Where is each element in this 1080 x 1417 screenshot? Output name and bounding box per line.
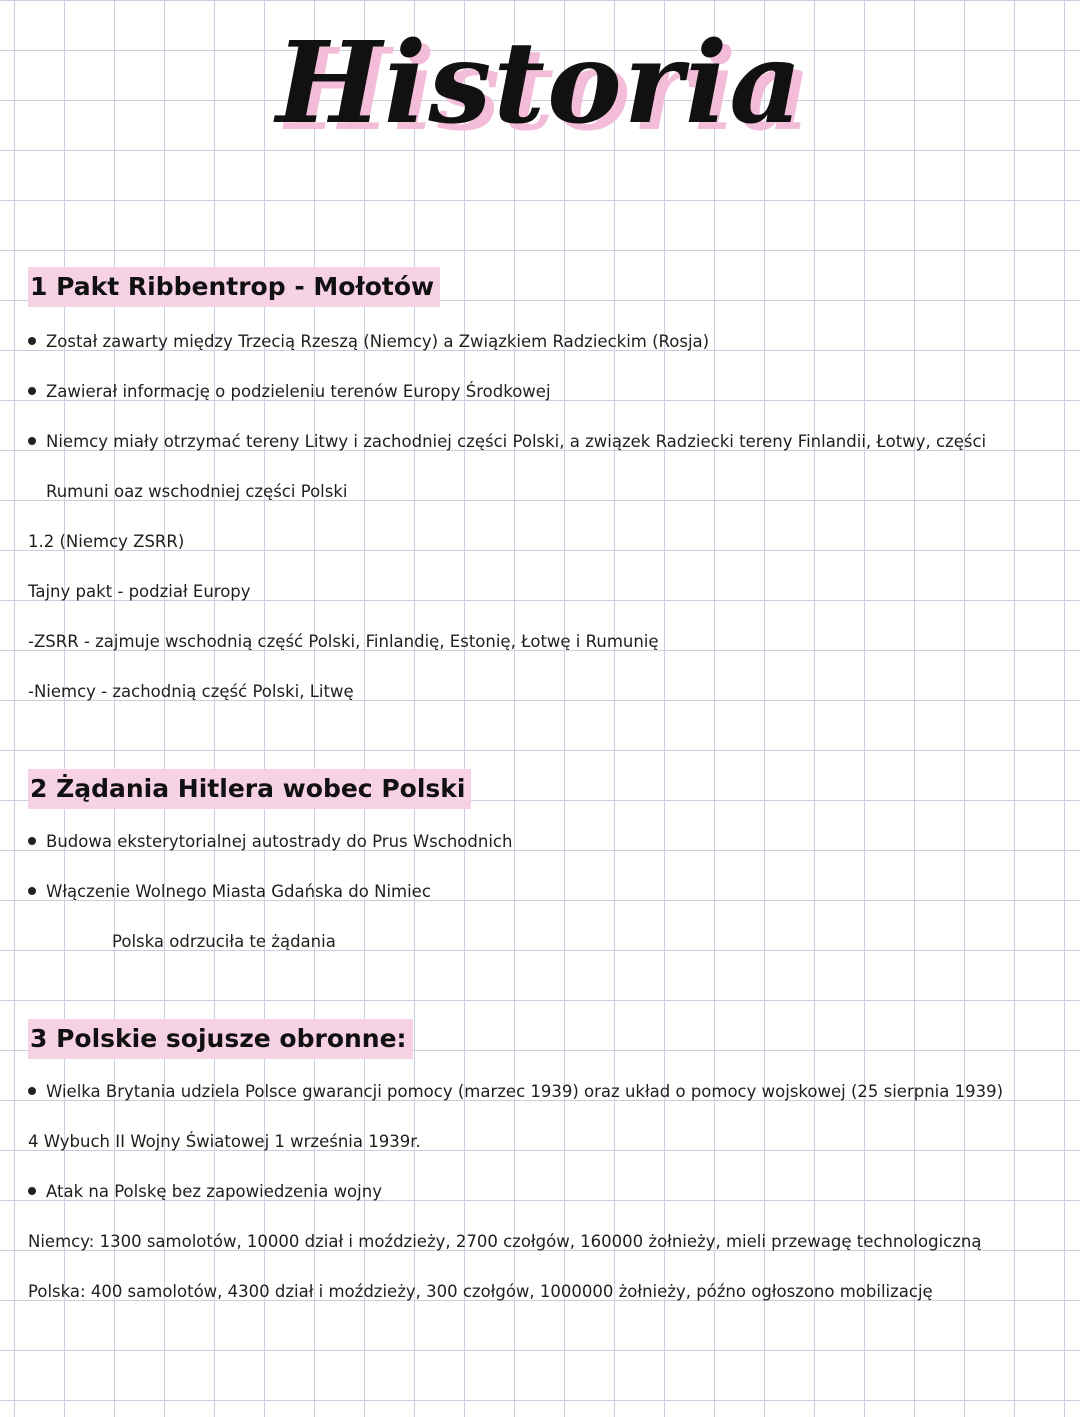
polska-forces-line: Polska: 400 samolotów, 4300 dział i moździeży, 300 czołgów, 1000000 żołnieży, późno ogłoszono mobilizację [28,1282,933,1301]
bullet-icon [28,887,36,895]
section-1-heading: 1 Pakt Ribbentrop - Mołotów [28,267,440,307]
bullet-text: Włączenie Wolnego Miasta Gdańska do Nimiec [46,882,431,901]
bullet-icon [28,387,36,395]
bullet-text: Zawierał informację o podzieleniu terenów Europy Środkowej [46,382,551,401]
section-1-bullet-3 [28,430,986,454]
bullet-text: Niemcy miały otrzymać tereny Litwy i zachodniej części Polski, a związek Radziecki tereny Finlandii, Łotwy, części [46,432,987,451]
niemcy-line: -Niemcy - zachodnią część Polski, Litwę [28,682,354,701]
section-2-bullet-2 [28,880,431,904]
section-1-bullet-1 [28,330,709,354]
bullet-icon [28,337,36,345]
section-1-bullet-3-continuation: Rumuni oaz wschodniej części Polski [46,482,348,501]
secret-pact-line: Tajny pakt - podział Europy [28,582,251,601]
section-2-heading: 2 Żądania Hitlera wobec Polski [28,769,471,809]
bullet-icon [28,837,36,845]
page-title: Historia [276,18,804,149]
section-3-heading: 3 Polskie sojusze obronne: [28,1019,413,1059]
bullet-text: Został zawarty między Trzecią Rzeszą (Niemcy) a Związkiem Radzieckim (Rosja) [46,332,710,351]
zsrr-line: -ZSRR - zajmuje wschodnią część Polski, Finlandię, Estonię, Łotwę i Rumunię [28,632,659,651]
section-4-bullet-1 [28,1180,382,1204]
bullet-icon [28,1187,36,1195]
section-2-bullet-1 [28,830,512,854]
section-1-subheading: 1.2 (Niemcy ZSRR) [28,532,185,551]
bullet-text: Budowa eksterytorialnej autostrady do Prus Wschodnich [46,832,513,851]
bullet-icon [28,437,36,445]
bullet-icon [28,1087,36,1095]
bullet-text: Atak na Polskę bez zapowiedzenia wojny [46,1182,382,1201]
bullet-text: Wielka Brytania udziela Polsce gwarancji pomocy (marzec 1939) oraz układ o pomocy wojskowej (25 sierpnia 1939) [46,1082,1004,1101]
section-1-bullet-2 [28,380,551,404]
niemcy-forces-line: Niemcy: 1300 samolotów, 10000 dział i moździeży, 2700 czołgów, 160000 żołnieży, mieli przewagę technologiczną [28,1232,982,1251]
section-4-heading: 4 Wybuch II Wojny Światowej 1 września 1939r. [28,1132,421,1151]
section-2-note: Polska odrzuciła te żądania [112,932,336,951]
section-3-bullet-1 [28,1080,1003,1104]
